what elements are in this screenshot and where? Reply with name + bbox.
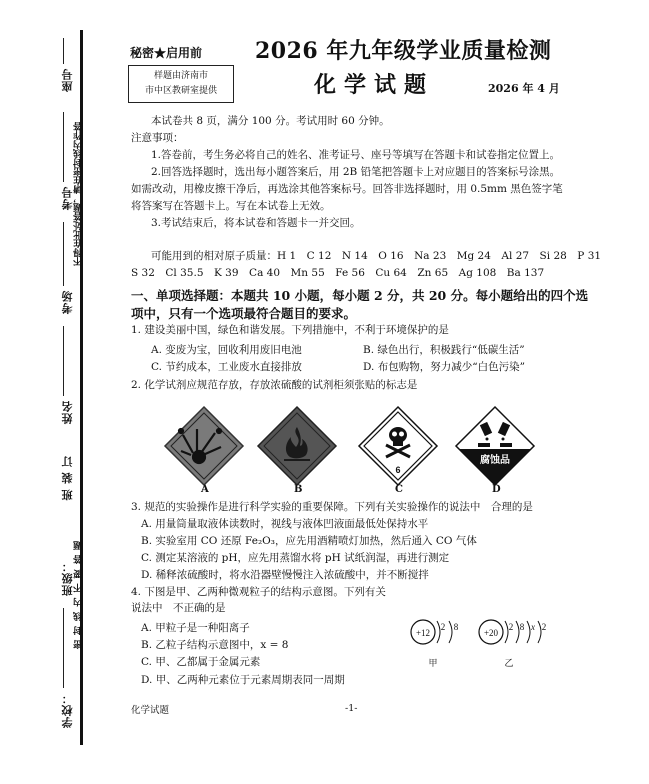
q2-stem: 2. 化学试剂应规范存放，存放浓硫酸的试剂柜须张贴的标志是 — [131, 379, 418, 391]
corrosive-text: 腐蚀品 — [480, 455, 510, 466]
q3-stem: 3. 规范的实验操作是进行科学实验的重要保障。下列有关实验操作的说法中 合理的是 — [131, 501, 533, 513]
sign-label-c: C — [395, 484, 403, 495]
q4-option-d: D. 甲、乙两种元素位于元素周期表同一周期 — [141, 674, 345, 686]
note-2b: 如需改动，用橡皮擦干净后，再选涂其他答案标号。回答非选择题时，用 0.5mm 黑色签字笔 — [131, 183, 563, 195]
room-blank — [63, 222, 64, 286]
yi-nucleus: +20 — [483, 628, 499, 638]
exam-no-label: 考号 — [61, 186, 74, 210]
q1-option-c: C. 节约成本，工业废水直接排放 — [151, 361, 302, 373]
school-blank — [63, 608, 64, 688]
atomic-masses-1: 可能用到的相对原子质量：H 1 C 12 N 14 O 16 Na 23 Mg 24 Al 27 Si 28 P 31 — [151, 250, 602, 262]
q1-option-b: B. 绿色出行，积极践行“低碳生活” — [363, 344, 525, 356]
q4-stem-1: 4. 下图是甲、乙两种微观粒子的结构示意图。下列有关 — [131, 586, 386, 598]
jia-nucleus: +12 — [415, 628, 431, 638]
note-3: 3.考试结束后，将本试卷和答题卡一并交回。 — [151, 217, 361, 229]
confidential-mark: 秘密★启用前 — [130, 46, 203, 60]
jia-label: 甲 — [428, 659, 438, 668]
sidebar-notice: 不得在此处答题，请在密封线内作答 — [74, 122, 84, 266]
corrosive-hazard-sign — [454, 405, 536, 487]
q1-option-a: A. 变废为宝，回收利用废旧电池 — [151, 344, 302, 356]
q4-option-c: C. 甲、乙都属于金属元素 — [141, 656, 261, 668]
q4-option-b: B. 乙粒子结构示意图中，x = 8 — [141, 639, 289, 651]
q4-option-a: A. 甲粒子是一种阳离子 — [141, 622, 250, 634]
q1-option-d: D. 布包购物，努力减少“白色污染” — [363, 361, 525, 373]
poison-class-number: 6 — [395, 465, 401, 475]
sign-label-b: B — [294, 484, 303, 495]
q3-option-d: D. 稀释浓硫酸时，将水沿器壁慢慢注入浓硫酸中，并不断搅拌 — [141, 569, 429, 581]
q3-option-c: C. 测定某溶液的 pH，应先用蒸馏水将 pH 试纸润湿，再进行测定 — [141, 552, 450, 564]
q3-option-a: A. 用量筒量取液体读数时，视线与液体凹液面最低处保持水平 — [141, 518, 429, 530]
class-label: 班级： — [61, 560, 74, 596]
exam-title: 2026 年九年级学业质量检测 — [255, 38, 552, 64]
explosive-hazard-sign — [163, 405, 245, 487]
q4-stem-2: 说法中 不正确的是 — [131, 602, 226, 614]
section-title-2: 项中，只有一个选项最符合题目的要求。 — [131, 306, 357, 321]
notes-title: 注意事项： — [131, 132, 184, 144]
seat-label: 座号 — [61, 68, 74, 92]
room-label: 考场 — [61, 290, 74, 314]
note-2a: 2.回答选择题时，选出每小题答案后，用 2B 铅笔把答题卡上对应题目的答案标号涂黑。 — [151, 166, 561, 178]
toxic-hazard-sign — [357, 405, 439, 487]
q3-option-b: B. 实验室用 CO 还原 Fe₂O₃，应先用酒精喷灯加热，然后通入 CO 气体 — [141, 535, 477, 547]
note-2c: 将答案写在答题卡上。写在本试卷上无效。 — [131, 200, 331, 212]
yi-particle-diagram — [475, 612, 575, 668]
stamp-line-2: 市中区教研室提供 — [144, 86, 217, 96]
exam-subtitle: 化学试题 — [314, 72, 435, 98]
jia-shell-2: 8 — [453, 622, 459, 632]
note-1: 1.答卷前，考生务必将自己的姓名、准考证号、座号等填写在答题卡和试卷指定位置上。 — [151, 149, 561, 161]
yi-shell-4: 2 — [541, 622, 547, 632]
class-mark: 班 装 订 — [61, 455, 74, 501]
yi-shell-3: x — [531, 622, 535, 632]
paper-info: 本试卷共 8 页，满分 100 分。考试用时 60 分钟。 — [151, 115, 390, 127]
yi-shell-1: 2 — [508, 622, 514, 632]
exam-date: 2026 年 4 月 — [488, 82, 560, 95]
exam-no-blank — [63, 112, 64, 182]
footer-subject: 化学试题 — [131, 705, 170, 716]
name-blank — [63, 326, 64, 396]
seat-blank — [63, 38, 64, 64]
flammable-hazard-sign — [256, 405, 338, 487]
sign-label-a: A — [201, 484, 209, 495]
jia-shell-1: 2 — [440, 622, 446, 632]
source-stamp — [128, 65, 234, 103]
name-label: 姓名 — [61, 400, 74, 424]
seal-notice: 密 封 线 内 不 要 答 题 — [74, 540, 84, 649]
section-title-1: 一、单项选择题：本题共 10 小题，每小题 2 分，共 20 分。每小题给出的四个选 — [131, 288, 589, 303]
atomic-masses-2: S 32 Cl 35.5 K 39 Ca 40 Mn 55 Fe 56 Cu 64 Zn 65 Ag 108 Ba 137 — [131, 267, 545, 279]
yi-label: 乙 — [504, 659, 514, 668]
page-number: -1- — [345, 703, 358, 714]
sign-label-d: D — [492, 484, 501, 495]
school-label: 学校： — [61, 692, 74, 728]
q1-stem: 1. 建设美丽中国，绿色和谐发展。下列措施中，不利于环境保护的是 — [131, 324, 449, 336]
yi-shell-2: 8 — [519, 622, 525, 632]
stamp-line-1: 样题由济南市 — [153, 71, 208, 81]
